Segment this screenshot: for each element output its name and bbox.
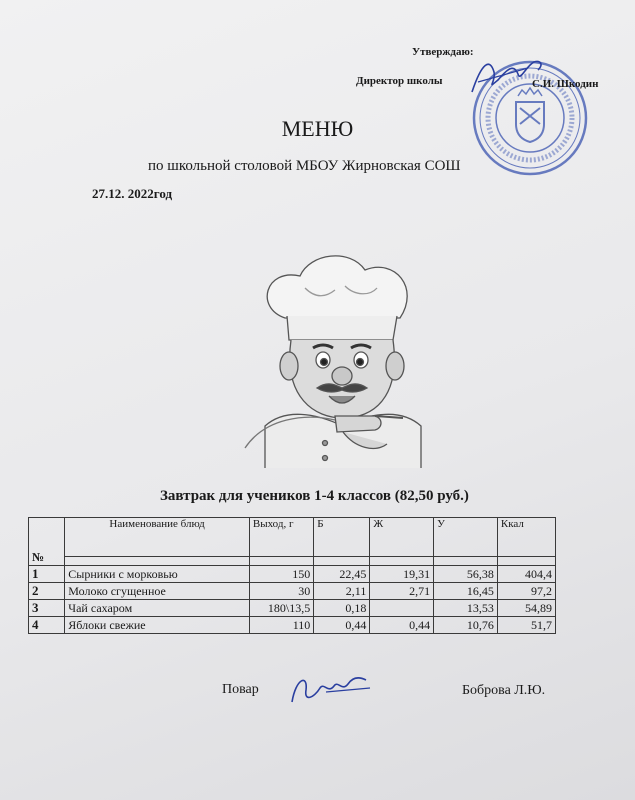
table-subheader-row: [29, 557, 556, 566]
director-signature-icon: [468, 52, 548, 102]
row-u: 13,53: [434, 600, 498, 617]
school-subtitle: по школьной столовой МБОУ Жирновская СОШ: [148, 158, 461, 174]
row-b: 0,18: [314, 600, 370, 617]
cook-name: Боброва Л.Ю.: [462, 683, 546, 698]
page-title: МЕНЮ: [281, 116, 354, 141]
header-u: У: [434, 518, 498, 557]
menu-date: 27.12. 2022год: [92, 186, 173, 201]
row-yield: 30: [249, 583, 313, 600]
row-zh: 0,44: [370, 617, 434, 634]
menu-table: [28, 517, 556, 634]
row-b: 22,45: [314, 566, 370, 583]
row-name: Молоко сгущенное: [65, 583, 250, 600]
table-row: [29, 600, 556, 617]
row-kcal: 404,4: [497, 566, 555, 583]
row-kcal: 51,7: [497, 617, 555, 634]
row-kcal: 54,89: [497, 600, 555, 617]
row-zh: 19,31: [370, 566, 434, 583]
table-row: [29, 617, 556, 634]
row-b: 2,11: [314, 583, 370, 600]
header-num: №: [29, 518, 65, 566]
table-header-row: [29, 518, 556, 557]
chef-illustration: [225, 248, 465, 468]
table-row: [29, 583, 556, 600]
approve-label: Утверждаю:: [412, 46, 474, 58]
row-name: Сырники с морковью: [65, 566, 250, 583]
row-name: Чай сахаром: [65, 600, 250, 617]
header-b: Б: [314, 518, 370, 557]
row-yield: 180\13,5: [249, 600, 313, 617]
row-name: Яблоки свежие: [65, 617, 250, 634]
cook-label: Повар: [222, 682, 259, 697]
header-name: Наименование блюд: [65, 518, 250, 557]
row-kcal: 97,2: [497, 583, 555, 600]
row-u: 10,76: [434, 617, 498, 634]
cook-signature-icon: [286, 668, 376, 712]
row-zh: 2,71: [370, 583, 434, 600]
director-title: Директор школы: [356, 75, 443, 87]
row-num: 4: [29, 617, 65, 634]
meal-title: Завтрак для учеников 1-4 классов (82,50 руб.): [160, 488, 469, 504]
row-yield: 110: [249, 617, 313, 634]
row-u: 16,45: [434, 583, 498, 600]
row-yield: 150: [249, 566, 313, 583]
row-num: 3: [29, 600, 65, 617]
table-row: [29, 566, 556, 583]
row-u: 56,38: [434, 566, 498, 583]
row-num: 1: [29, 566, 65, 583]
header-kcal: Ккал: [497, 518, 555, 557]
row-b: 0,44: [314, 617, 370, 634]
director-name: С.И. Шкодин: [532, 78, 599, 90]
row-zh: [370, 600, 434, 617]
header-yield: Выход, г: [249, 518, 313, 557]
header-zh: Ж: [370, 518, 434, 557]
row-num: 2: [29, 583, 65, 600]
